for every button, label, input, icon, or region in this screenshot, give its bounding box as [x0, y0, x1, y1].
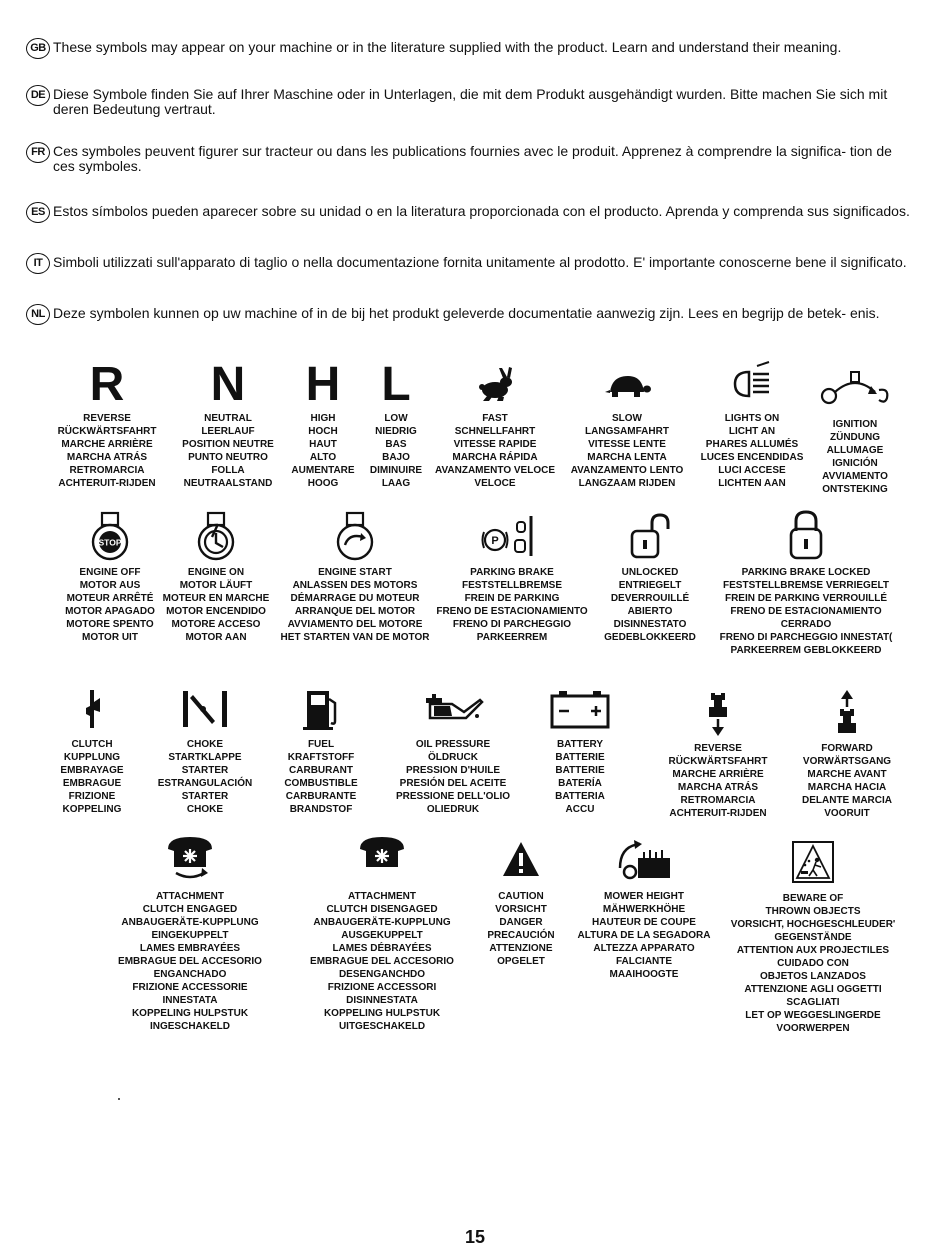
tractor-reverse-arrow-icon: [706, 688, 730, 738]
caption-line: MOTOR AUS: [79, 580, 141, 591]
caption: [370, 412, 422, 490]
locked-padlock-icon: [788, 508, 824, 562]
caption-line: MÄHWERKHÖHE: [602, 904, 686, 915]
symbol-ignition: [812, 362, 898, 496]
caption-line: HAUT: [309, 439, 337, 450]
caption-line: INNESTATA: [162, 995, 218, 1006]
caption-line: BATTERIE: [555, 752, 605, 763]
caption-line: DISINNESTATA: [346, 995, 418, 1006]
caption-line: CLUTCH DISENGAGED: [326, 904, 438, 915]
caption-line: MOTOR AAN: [185, 632, 247, 643]
caption-line: VITESSE RAPIDE: [453, 439, 537, 450]
caption-line: ACCU: [565, 804, 595, 815]
caption-line: MARCHE AVANT: [807, 769, 887, 780]
caption-line: LICHTEN AAN: [718, 478, 786, 489]
caption-line: FRENO DE ESTACIONAMIENTO: [436, 606, 588, 617]
symbol-forward: [792, 688, 902, 820]
caption-line: FRIZIONE ACCESSORI: [327, 982, 437, 993]
caption-line: VORSICHT, HOCHGESCHLEUDER': [730, 919, 896, 930]
language-badge: NL: [26, 304, 50, 325]
caption-line: AVVIAMENTO DEL MOTORE: [287, 619, 423, 630]
caption-line: OIL PRESSURE: [415, 739, 491, 750]
caption-line: DANGER: [499, 917, 543, 928]
caption: [291, 412, 354, 490]
caption: [65, 566, 155, 644]
caption-line: ALTURA DE LA SEGADORA: [577, 930, 711, 941]
caption: [163, 566, 270, 644]
caption-line: LAAG: [381, 478, 411, 489]
caption: [436, 566, 587, 644]
caption-line: MARCHE ARRIÈRE: [61, 439, 153, 450]
caption-line: DÉMARRAGE DU MOTEUR: [290, 593, 420, 604]
caption-line: ONTSTEKING: [822, 484, 888, 495]
caption-line: LIGHTS ON: [724, 413, 780, 424]
caption-line: BATTERY: [556, 739, 604, 750]
oil-can-icon: [422, 684, 484, 734]
caption-line: STARTKLAPPE: [168, 752, 242, 763]
page-number: 15: [464, 1227, 486, 1247]
symbol-reverse-gear: [57, 358, 157, 490]
caption-line: REVERSE: [83, 413, 131, 424]
caption-line: FOLLA: [211, 465, 245, 476]
choke-icon: [179, 684, 231, 734]
caption-line: ESTRANGULACIÓN: [157, 778, 253, 789]
caption-line: ENGANCHADO: [153, 969, 227, 980]
caption-line: DESENGANCHDO: [338, 969, 426, 980]
engine-off-icon: [88, 510, 132, 562]
symbol-parking-brake: [432, 510, 592, 644]
turtle-icon: [602, 362, 652, 408]
fuel-pump-icon: [301, 684, 341, 734]
caption-line: FORWARD: [821, 743, 873, 754]
intro-text: Deze symbolen kunnen op uw machine of in de bij het produkt geleverde documentatie aanwezig zijn. Lees en begrijp de betek- enis.: [53, 305, 880, 321]
symbol-attachment-disengaged: [302, 834, 462, 1033]
caption-line: COMBUSTIBLE: [284, 778, 358, 789]
caption-line: DIMINUIRE: [369, 465, 423, 476]
symbol-fuel: [276, 684, 366, 816]
caption-line: FESTSTELLBREMSE: [461, 580, 562, 591]
caption-line: MOTEUR EN MARCHE: [162, 593, 270, 604]
caption-line: CARBURANTE: [285, 791, 357, 802]
intro-es: [26, 204, 916, 223]
caption-line: NEUTRAALSTAND: [183, 478, 273, 489]
caption-line: MOTOR UIT: [82, 632, 138, 643]
caption-line: KOPPELING: [62, 804, 122, 815]
letter-l-glyph: L: [381, 358, 411, 411]
caption-line: INGESCHAKELD: [149, 1021, 230, 1032]
symbol-mower-height: [568, 834, 720, 981]
caption-line: EMBRAGUE DEL ACCESORIO: [118, 956, 262, 967]
letter-h-glyph: H: [305, 358, 341, 411]
language-badge: IT: [26, 253, 50, 274]
caption-line: ACHTERUIT-RIJDEN: [58, 478, 156, 489]
caption-line: MARCHA RÁPIDA: [452, 452, 538, 463]
caption: [571, 412, 684, 490]
caption-line: MOTOR LÄUFT: [179, 580, 253, 591]
caption-line: PARKEERREM GEBLOKKEERD: [730, 645, 882, 656]
caption-line: GEDEBLOKKEERD: [604, 632, 696, 643]
caption-line: BATERÍA: [558, 778, 602, 789]
caption-line: LEERLAUF: [201, 426, 255, 437]
caption-line: FALCIANTE: [615, 956, 673, 967]
caption-line: PRESIÓN DEL ACEITE: [399, 778, 507, 789]
caption-line: FUEL: [307, 739, 335, 750]
battery-icon: [549, 684, 611, 734]
caption-line: ENGINE ON: [187, 567, 245, 578]
caption-line: LANGSAMFAHRT: [585, 426, 669, 437]
intro-gb: [26, 40, 916, 59]
caption-line: BAS: [385, 439, 407, 450]
letter-r-glyph: R: [89, 358, 125, 411]
attachment-engaged-icon: [164, 834, 216, 886]
caption-line: ABIERTO: [627, 606, 673, 617]
caption-line: MOTEUR ARRÊTÉ: [66, 593, 154, 604]
caption: [58, 412, 157, 490]
caption-line: BEWARE OF: [782, 893, 844, 904]
caption-line: PRESSION D'HUILE: [405, 765, 501, 776]
ignition-key-icon: [815, 362, 895, 414]
caption-line: ENGINE START: [318, 567, 392, 578]
symbol-lights: [694, 356, 810, 490]
caption-line: FREIN DE PARKING: [464, 593, 560, 604]
caption-line: AUSGEKUPPELT: [341, 930, 423, 941]
caption-line: ATTENZIONE: [489, 943, 553, 954]
symbol-engine-start: [272, 510, 438, 644]
symbol-low: [364, 358, 428, 490]
caption: [731, 892, 896, 1035]
caption-line: LICHT AN: [728, 426, 776, 437]
caption-line: CHOKE: [186, 804, 224, 815]
caption-line: SCAGLIATI: [786, 997, 840, 1008]
caption-line: KRAFTSTOFF: [287, 752, 355, 763]
symbol-choke: [150, 684, 260, 816]
caption: [802, 742, 892, 820]
caption-line: POSITION NEUTRE: [182, 439, 274, 450]
symbol-unlocked: [596, 510, 704, 644]
caption-line: IGNITION: [832, 419, 878, 430]
caption-line: RÜCKWÄRTSFAHRT: [57, 426, 157, 437]
caption-line: VITESSE LENTE: [588, 439, 666, 450]
caption-line: EMBRAGUE DEL ACCESORIO: [310, 956, 454, 967]
tractor-forward-arrow-icon: [835, 688, 859, 738]
language-badge: DE: [26, 85, 50, 106]
caption-line: FESTSTELLBREMSE VERRIEGELT: [723, 580, 889, 591]
caption-line: MARCHA ATRÁS: [677, 782, 759, 793]
caption-line: KOPPELING HULPSTUK: [323, 1008, 441, 1019]
caption-line: CHOKE: [186, 739, 224, 750]
caption-line: HAUTEUR DE COUPE: [592, 917, 696, 928]
caption-line: FRIZIONE ACCESSORIE: [132, 982, 248, 993]
caption-line: CAUTION: [498, 891, 544, 902]
intro-de: [26, 87, 916, 117]
caption-line: AUMENTARE: [291, 465, 355, 476]
headlight-icon: [729, 356, 775, 408]
symbol-thrown-objects: [722, 836, 904, 1035]
caption-line: MARCHA HACIA: [807, 782, 887, 793]
caption-line: CARBURANT: [289, 765, 353, 776]
caption: [284, 738, 357, 816]
unlocked-padlock-icon: [628, 510, 672, 562]
intro-nl: [26, 306, 916, 325]
caption-line: VOORUIT: [824, 808, 870, 819]
caption-line: ALTEZZA APPARATO: [593, 943, 695, 954]
attachment-disengaged-icon: [356, 834, 408, 886]
intro-text: Estos símbolos pueden aparecer sobre su unidad o en la literatura proporcionada con el producto. Aprenda y comprenda sus significados.: [53, 203, 910, 219]
caption-line: OBJETOS LANZADOS: [760, 971, 866, 982]
letter-n-glyph: N: [210, 358, 246, 411]
caption-line: ANBAUGERÄTE-KUPPLUNG: [313, 917, 451, 928]
symbol-reverse-direction: [656, 688, 780, 820]
caption-line: MOTORE ACCESO: [171, 619, 261, 630]
caption-line: HOCH: [308, 426, 338, 437]
parking-brake-icon: [481, 510, 543, 562]
intro-fr: [26, 144, 916, 174]
caption-line: LAMES EMBRAYÉES: [139, 943, 241, 954]
caption-line: STARTER: [181, 765, 229, 776]
intro-text: These symbols may appear on your machine or in the literature supplied with the product. Learn and understand their meaning.: [53, 39, 842, 55]
caption-line: ALTO: [309, 452, 337, 463]
engine-start-icon: [333, 510, 377, 562]
caption-line: BATTERIA: [555, 791, 605, 802]
caption-line: BRANDSTOF: [289, 804, 353, 815]
caption-line: MARCHE ARRIÈRE: [672, 769, 764, 780]
caption-line: MOTORE SPENTO: [66, 619, 154, 630]
caption-line: FRENO DI PARCHEGGIO: [452, 619, 572, 630]
stop-label: STOP: [98, 537, 122, 548]
caption-line: ÖLDRUCK: [428, 752, 478, 763]
caption-line: BATTERIE: [555, 765, 605, 776]
caption-line: AVANZAMENTO LENTO: [570, 465, 684, 476]
caption-line: OLIEDRUK: [426, 804, 480, 815]
thrown-objects-icon: [791, 836, 835, 888]
caption-line: DELANTE MARCIA: [802, 795, 892, 806]
caption-line: SLOW: [612, 413, 642, 424]
caption-line: SCHNELLFAHRT: [454, 426, 536, 437]
caption: [720, 566, 893, 657]
caption-line: LET OP WEGGESLINGERDE: [745, 1010, 881, 1021]
caption-line: NEUTRAL: [204, 413, 252, 424]
caption-line: VORSICHT: [495, 904, 547, 915]
caption-line: HET STARTEN VAN DE MOTOR: [280, 632, 430, 643]
caption-line: MARCHA ATRÁS: [66, 452, 148, 463]
caption-line: FRENO DE ESTACIONAMIENTO: [730, 606, 882, 617]
caption-line: MARCHA LENTA: [587, 452, 667, 463]
symbol-battery: [538, 684, 622, 816]
caption-line: PRESSIONE DELL'OLIO: [395, 791, 511, 802]
intro-text: Diese Symbole finden Sie auf Ihrer Maschine oder in Unterlagen, die mit dem Produkt ausgehändigt wurden. Bitte machen Sie sich mit deren Bedeutung vertraut.: [53, 86, 888, 117]
caption-line: DISINNESTATO: [613, 619, 687, 630]
clutch-pedal-icon: [82, 684, 102, 734]
language-badge: ES: [26, 202, 50, 223]
intro-it: [26, 255, 916, 274]
parking-p-label: P: [491, 535, 499, 547]
caption-line: LOW: [384, 413, 408, 424]
caption-line: CUIDADO CON: [777, 958, 849, 969]
caption: [158, 738, 252, 816]
rabbit-icon: [473, 362, 517, 408]
caption-line: LANGZAAM RIJDEN: [578, 478, 676, 489]
caption-line: PARKING BRAKE: [470, 567, 554, 578]
caption-line: ZÜNDUNG: [830, 432, 880, 443]
symbol-caution: [476, 834, 566, 968]
caption-line: MOTOR APAGADO: [65, 606, 155, 617]
symbol-brake-locked: [708, 508, 904, 657]
caption-line: FAST: [482, 413, 508, 424]
caption-line: HIGH: [310, 413, 336, 424]
caption-line: ATTENZIONE AGLI OGGETTI: [744, 984, 882, 995]
caption-line: BAJO: [382, 452, 410, 463]
caption-line: ANLASSEN DES MOTORS: [292, 580, 418, 591]
caption-line: FREIN DE PARKING VERROUILLÉ: [724, 593, 888, 604]
caption-line: IGNICIÓN: [832, 458, 878, 469]
caption-line: OPGELET: [497, 956, 545, 967]
symbol-high: [286, 358, 360, 490]
caption-line: LAMES DÉBRAYÉES: [332, 943, 432, 954]
mower-height-icon: [614, 834, 674, 886]
caption-line: PHARES ALLUMÉS: [705, 439, 799, 450]
caption-line: CLUTCH ENGAGED: [142, 904, 238, 915]
symbol-engine-on: [160, 510, 272, 644]
caption: [669, 742, 768, 820]
caption-line: LUCI ACCESE: [718, 465, 786, 476]
caption-line: ACHTERUIT-RIJDEN: [669, 808, 767, 819]
caption-line: AVANZAMENTO VELOCE: [434, 465, 555, 476]
caption-line: EINGEKUPPELT: [151, 930, 229, 941]
caption-line: HOOG: [307, 478, 339, 489]
caption-line: VOORWERPEN: [776, 1023, 850, 1034]
caption-line: GEGENSTÄNDE: [774, 932, 852, 943]
caption-line: VELOCE: [474, 478, 516, 489]
warning-triangle-icon: [501, 834, 541, 886]
caption: [822, 418, 888, 496]
caption-line: MOWER HEIGHT: [604, 891, 684, 902]
caption-line: PARKING BRAKE LOCKED: [741, 567, 871, 578]
caption-line: VORWÄRTSGANG: [802, 756, 892, 767]
symbol-clutch: [52, 684, 132, 816]
caption-line: ANBAUGERÄTE-KUPPLUNG: [121, 917, 259, 928]
caption-line: ATTENTION AUX PROJECTILES: [736, 945, 890, 956]
caption-line: EMBRAGUE: [62, 778, 122, 789]
symbol-fast: [430, 362, 560, 490]
caption-line: PRECAUCIÓN: [487, 930, 555, 941]
caption-line: RETROMARCIA: [680, 795, 756, 806]
caption: [487, 890, 554, 968]
symbol-engine-off: [60, 510, 160, 644]
caption-line: PUNTO NEUTRO: [188, 452, 268, 463]
symbol-attachment-engaged: [112, 834, 268, 1033]
caption: [396, 738, 510, 816]
caption: [281, 566, 430, 644]
caption-line: KUPPLUNG: [63, 752, 121, 763]
caption-line: MOTOR ENCENDIDO: [166, 606, 266, 617]
caption: [578, 890, 711, 981]
intro-text: Simboli utilizzati sull'apparato di taglio o nella documentazione fornita unitamente al prodotto. E' importante conoscerne bene il significato.: [53, 254, 907, 270]
caption-line: UITGESCHAKELD: [338, 1021, 426, 1032]
caption-line: AVVIAMENTO: [822, 471, 888, 482]
caption-line: PARKEERREM: [476, 632, 548, 643]
caption-line: RÜCKWÄRTSFAHRT: [668, 756, 768, 767]
symbol-neutral: [178, 358, 278, 490]
caption: [118, 890, 262, 1033]
caption-line: ARRANQUE DEL MOTOR: [294, 606, 416, 617]
symbol-oil-pressure: [386, 684, 520, 816]
caption-line: ENTRIEGELT: [618, 580, 682, 591]
engine-on-icon: [194, 510, 238, 562]
caption: [435, 412, 555, 490]
caption-line: ATTACHMENT: [348, 891, 416, 902]
caption-line: RETROMARCIA: [69, 465, 145, 476]
caption-line: DEVERROUILLÉ: [610, 593, 690, 604]
caption-line: FRIZIONE: [68, 791, 116, 802]
caption: [604, 566, 696, 644]
caption-line: ALLUMAGE: [826, 445, 884, 456]
language-badge: GB: [26, 38, 50, 59]
caption-line: EMBRAYAGE: [60, 765, 124, 776]
caption-line: CLUTCH: [71, 739, 113, 750]
language-badge: FR: [26, 142, 50, 163]
caption: [182, 412, 274, 490]
caption-line: UNLOCKED: [621, 567, 679, 578]
caption-line: REVERSE: [694, 743, 742, 754]
caption-line: THROWN OBJECTS: [765, 906, 861, 917]
caption-line: FRENO DI PARCHEGGIO INNESTAT(: [719, 632, 893, 643]
symbol-slow: [562, 362, 692, 490]
intro-text: Ces symboles peuvent figurer sur tracteur ou dans les publications fournies avec le produit. Apprenez à comprendre la significa- tion de ces symboles.: [53, 143, 892, 174]
caption: [60, 738, 123, 816]
caption-line: ATTACHMENT: [156, 891, 224, 902]
caption-line: MAAIHOOGTE: [609, 969, 679, 980]
caption: [310, 890, 454, 1033]
caption-line: NIEDRIG: [375, 426, 417, 437]
caption-line: KOPPELING HULPSTUK: [131, 1008, 249, 1019]
caption-line: CERRADO: [780, 619, 832, 630]
scan-speck: [118, 1098, 120, 1100]
caption: [555, 738, 605, 816]
caption-line: STARTER: [181, 791, 229, 802]
caption: [701, 412, 804, 490]
caption-line: LUCES ENCENDIDAS: [700, 452, 804, 463]
caption-line: ENGINE OFF: [79, 567, 141, 578]
